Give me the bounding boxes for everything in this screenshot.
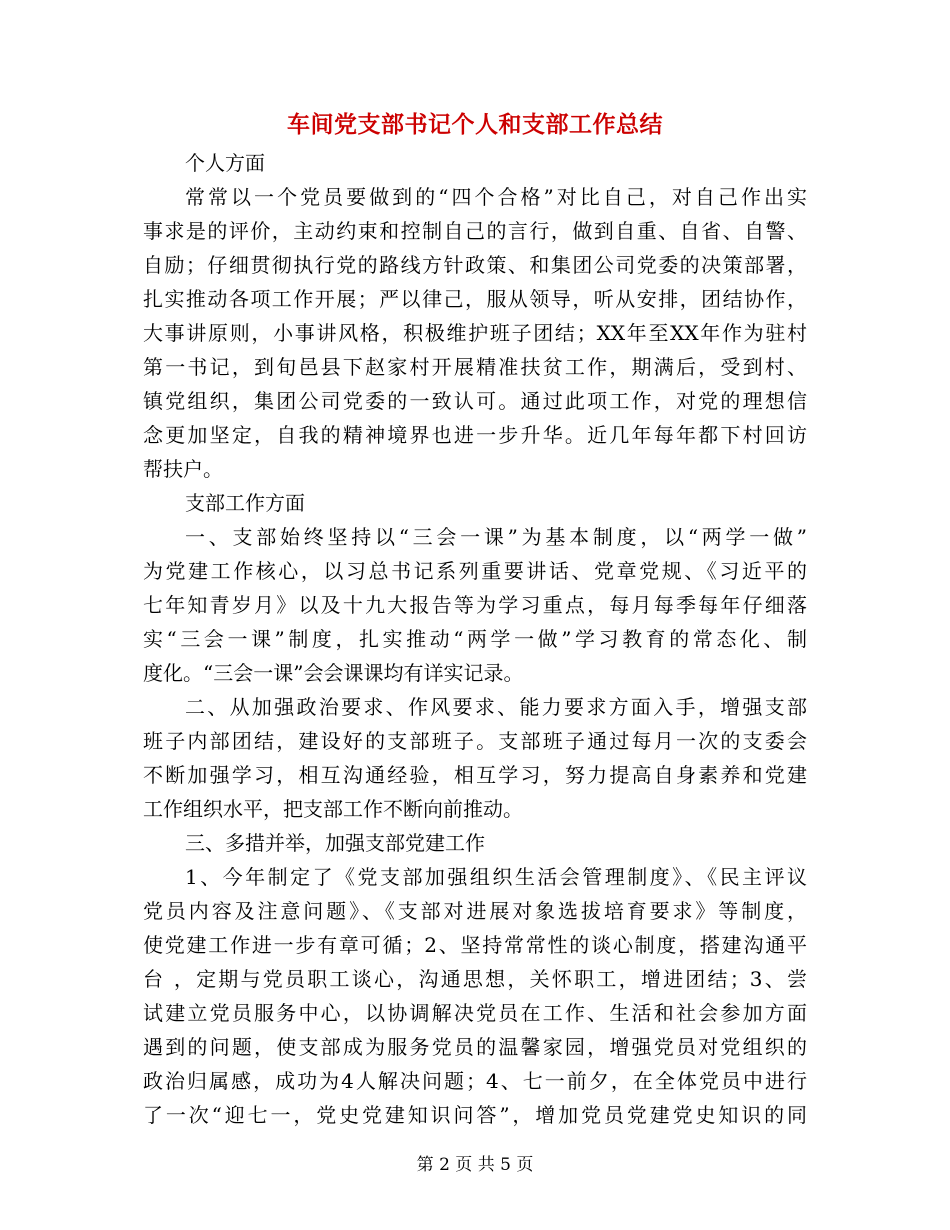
- paragraph-line: 工作组织水平，把支部工作不断向前推动。: [143, 797, 523, 821]
- paragraph-line: 班子内部团结，建设好的支部班子。支部班子通过每月一次的支委会: [143, 729, 807, 753]
- paragraph-line: 自励；仔细贯彻执行党的路线方针政策、和集团公司党委的决策部署，: [143, 253, 807, 277]
- paragraph-line: 不断加强学习，相互沟通经验，相互学习，努力提高自身素养和党建: [143, 763, 807, 787]
- paragraph-line: 政治归属感，成功为4人解决问题；4、七一前夕，在全体党员中进行: [143, 1069, 807, 1093]
- paragraph-line: 党员内容及注意问题》、《支部对进展对象选拔培育要求》等制度，: [143, 899, 807, 923]
- paragraph-line: 度化。“三会一课”会会课课均有详实记录。: [143, 661, 524, 685]
- paragraph-line: 第一书记，到旬邑县下赵家村开展精准扶贫工作，期满后，受到村、: [143, 355, 807, 379]
- paragraph-line: 使党建工作进一步有章可循；2、坚持常常性的谈心制度，搭建沟通平: [143, 933, 807, 957]
- paragraph-line: 为党建工作核心，以习总书记系列重要讲话、党章党规、《习近平的: [143, 559, 807, 583]
- page-number-footer: 第 2 页 共 5 页: [416, 1155, 534, 1175]
- document-title: 车间党支部书记个人和支部工作总结: [287, 111, 663, 138]
- paragraph-line: 1、今年制定了《党支部加强组织生活会管理制度》、《民主评议: [185, 865, 807, 889]
- paragraph-line: 大事讲原则，小事讲风格，积极维护班子团结；XX年至XX年作为驻村: [143, 321, 807, 345]
- paragraph-line: 二、从加强政治要求、作风要求、能力要求方面入手，增强支部: [185, 695, 807, 719]
- paragraph-line: 扎实推动各项工作开展；严以律己，服从领导，听从安排，团结协作，: [143, 287, 807, 311]
- paragraph-line: 台 ，定期与党员职工谈心，沟通思想，关怀职工，增进团结；3、尝: [143, 967, 807, 991]
- paragraph-line: 遇到的问题，使支部成为服务党员的温馨家园，增强党员对党组织的: [143, 1035, 807, 1059]
- paragraph-line: 试建立党员服务中心，以协调解决党员在工作、生活和社会参加方面: [143, 1001, 807, 1025]
- paragraph-line: 实“三会一课”制度，扎实推动“两学一做”学习教育的常态化、制: [143, 627, 807, 651]
- paragraph-line: 七年知青岁月》以及十九大报告等为学习重点，每月每季每年仔细落: [143, 593, 807, 617]
- document-body: [143, 146, 807, 1132]
- section-heading: 支部工作方面: [185, 491, 305, 515]
- section-heading: 三、多措并举，加强支部党建工作: [185, 831, 485, 855]
- paragraph-line: 念更加坚定，自我的精神境界也进一步升华。近几年每年都下村回访: [143, 423, 807, 447]
- section-heading: 个人方面: [185, 151, 265, 175]
- paragraph-line: 一、支部始终坚持以“三会一课”为基本制度，以“两学一做”: [185, 525, 807, 549]
- paragraph-line: 常常以一个党员要做到的“四个合格”对比自己，对自己作出实: [185, 185, 807, 209]
- paragraph-line: 帮扶户。: [143, 457, 223, 481]
- paragraph-line: 事求是的评价，主动约束和控制自己的言行，做到自重、自省、自警、: [143, 219, 807, 243]
- paragraph-line: 了一次“迎七一，党史党建知识问答”，增加党员党建党史知识的同: [143, 1103, 807, 1127]
- paragraph-line: 镇党组织，集团公司党委的一致认可。通过此项工作，对党的理想信: [143, 389, 807, 413]
